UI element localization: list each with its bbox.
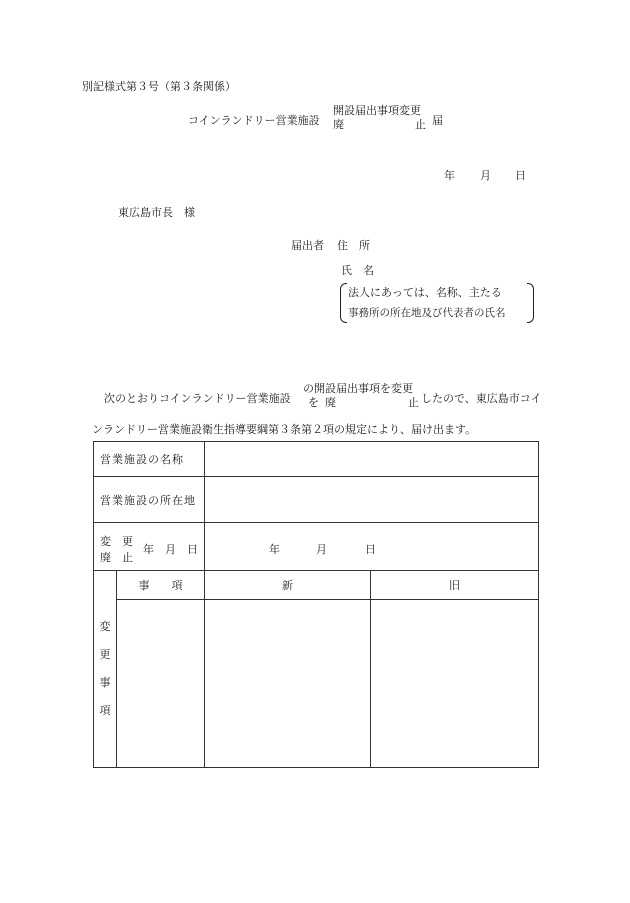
body-line2: ンランドリー営業施設衛生指導要綱第３条第２項の規定により、届け出ます。 — [92, 423, 477, 436]
title-prefix: コインランドリー営業施設 — [188, 114, 320, 127]
changes-body-row — [94, 600, 539, 768]
date-day-label: 日 — [515, 169, 526, 182]
change-date-suffix: 年 月 日 — [143, 542, 198, 556]
addressee: 東広島市長 様 — [118, 206, 195, 219]
date-month-label: 月 — [480, 169, 491, 182]
item-field[interactable] — [117, 600, 205, 768]
date-year-label: 年 — [444, 169, 455, 182]
change-date-month: 月 — [316, 542, 327, 556]
title-stack-bottom-right: 止 — [415, 118, 426, 131]
facility-name-label: 営業施設の名称 — [94, 442, 205, 477]
change-top-label: 変 更 — [100, 534, 133, 548]
old-field[interactable] — [371, 600, 539, 768]
changes-vertical-char-2: 更 — [99, 648, 111, 661]
col-new-header: 新 — [205, 571, 371, 600]
body-stack-bottom-mid: 廃 — [325, 396, 336, 409]
facility-location-field[interactable] — [205, 477, 539, 523]
change-date-year: 年 — [269, 542, 280, 556]
title-stack-top: 開設届出事項変更 — [333, 104, 421, 117]
body-stack-bottom-right: 止 — [408, 396, 419, 409]
change-date-day: 日 — [365, 542, 376, 556]
facility-name-row — [94, 442, 539, 477]
facility-location-label: 営業施設の所在地 — [94, 477, 205, 523]
title-stack-bottom-left: 廃 — [333, 118, 344, 131]
address-label: 住 所 — [337, 239, 370, 252]
new-field[interactable] — [205, 600, 371, 768]
corporate-note-line1: 法人にあっては、名称、主たる — [348, 286, 502, 299]
applicant-label: 届出者 — [291, 239, 324, 252]
col-old-header: 旧 — [371, 571, 539, 600]
body-stack-top: の開設届出事項を変更 — [303, 382, 413, 395]
facility-location-row — [94, 477, 539, 523]
changes-header-row — [94, 571, 539, 600]
form-number: 別記様式第３号（第３条関係） — [82, 80, 236, 93]
left-bracket — [340, 283, 347, 323]
name-label: 氏 名 — [341, 264, 374, 277]
facility-name-field[interactable] — [205, 442, 539, 477]
changes-vertical-char-3: 事 — [99, 676, 111, 689]
corporate-note-line2: 事務所の所在地及び代表者の氏名 — [348, 307, 506, 319]
body-stack-bottom-left: を — [308, 396, 319, 409]
change-date-row — [94, 523, 539, 571]
corporate-note-bracket — [340, 283, 536, 323]
change-bottom-label: 廃 止 — [100, 550, 133, 564]
right-bracket — [527, 283, 534, 323]
body-prefix: 次のとおりコインランドリー営業施設 — [104, 392, 291, 405]
col-item-header: 事 項 — [117, 571, 205, 600]
body-suffix: したので、東広島市コイ — [421, 392, 542, 405]
title-suffix: 届 — [432, 114, 443, 127]
notification-table — [93, 441, 539, 768]
title-stack — [333, 104, 431, 132]
change-date-field[interactable] — [205, 523, 539, 571]
changes-vertical-char-1: 変 — [99, 620, 111, 633]
body-stack — [303, 382, 419, 410]
change-date-label-cell — [94, 523, 205, 571]
changes-vertical-char-4: 項 — [99, 704, 111, 717]
changes-vertical-label — [94, 571, 117, 768]
